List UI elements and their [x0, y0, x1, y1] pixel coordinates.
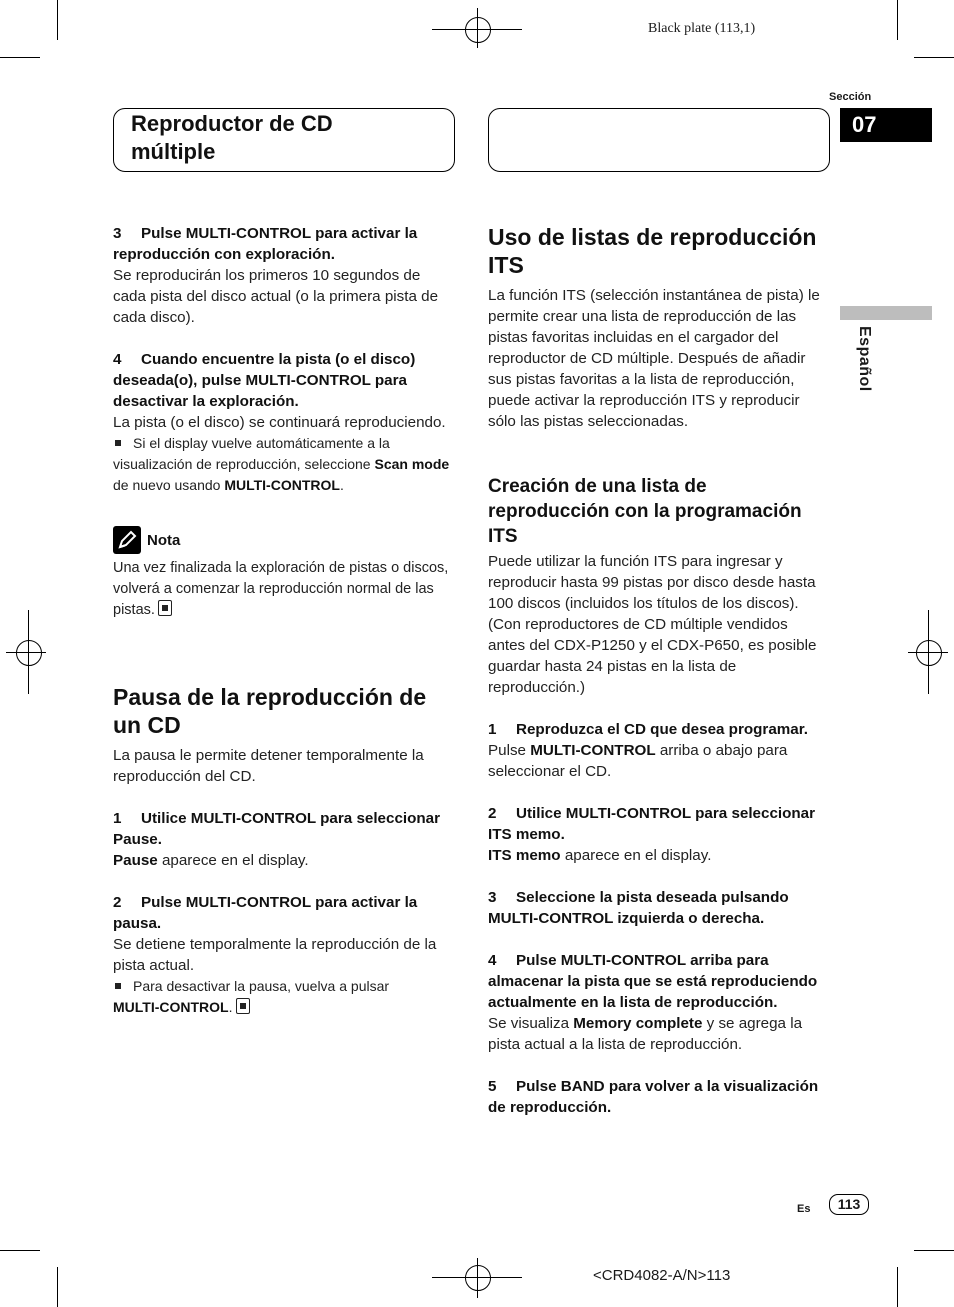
page-number: 113: [829, 1194, 869, 1215]
language-label: Español: [856, 326, 873, 392]
pause-step-2-title: 2 Pulse MULTI-CONTROL para activar la pausa.: [113, 894, 418, 932]
crop-mark: [0, 57, 40, 58]
pause-step-2-body: Se detiene temporalmente la reproducción de la pista actual.: [113, 936, 437, 974]
crop-mark: [914, 1250, 954, 1251]
step-4-title: 4 Cuando encuentre la pista (o el disco) deseada(o), pulse MULTI-CONTROL para desactivar la exploración.: [113, 351, 416, 410]
pause-heading: Pausa de la reproducción de un CD: [113, 684, 427, 738]
its-step-2-body: ITS memo aparece en el display.: [488, 847, 712, 864]
end-mark-icon: [158, 600, 172, 616]
its-step-5-title: 5 Pulse BAND para volver a la visualización de reproducción.: [488, 1078, 819, 1116]
crop-mark: [897, 1267, 898, 1307]
create-intro: Puede utilizar la función ITS para ingresar y reproducir hasta 99 pistas por disco desde hasta 100 discos (incluidos los títulos de los discos). (Con reproductores de CD múltiple vendidos antes del CDX-P1250 y el CDX-P650, es posible guardar hasta 24 pistas en la lista de reproducción.): [488, 553, 817, 696]
crop-mark: [57, 1267, 58, 1307]
bullet-icon: [115, 440, 121, 446]
left-column: [113, 223, 453, 1018]
registration-circle-icon: [465, 1265, 491, 1291]
plate-label: Black plate (113,1): [648, 21, 756, 36]
its-step-1-body: Pulse MULTI-CONTROL arriba o abajo para seleccionar el CD.: [488, 742, 788, 780]
pause-step-1-title: 1 Utilice MULTI-CONTROL para seleccionar Pause.: [113, 810, 441, 848]
pause-step-2-bullet: Para desactivar la pausa, vuelva a pulsar MULTI-CONTROL.: [113, 978, 390, 1015]
its-intro: La función ITS (selección instantánea de pista) le permite crear una lista de reproducción de las pistas favoritas incluidas en el cargador del reproductor de CD múltiple. Después de añadir sus pistas favoritas a la lista de reproducción, puede activar la reproducción ITS y reproducir sólo las pistas seleccionadas.: [488, 287, 820, 430]
pencil-note-icon: [113, 526, 141, 554]
its-step-4-title: 4 Pulse MULTI-CONTROL arriba para almacenar la pista que se está reproduciendo actualmente en la lista de reproducción.: [488, 952, 818, 1011]
step-3-title: 3 Pulse MULTI-CONTROL para activar la reproducción con exploración.: [113, 225, 418, 263]
step-3-body: Se reproducirán los primeros 10 segundos de cada pista del disco actual (o la primera pista de cada disco).: [113, 267, 439, 326]
pause-step-1-body: Pause aparece en el display.: [113, 852, 309, 869]
crop-mark: [0, 1250, 40, 1251]
section-label: Sección: [829, 91, 872, 103]
crop-mark: [897, 0, 898, 40]
bullet-icon: [115, 983, 121, 989]
section-number: 07: [840, 108, 932, 142]
step-4-bullet: Si el display vuelve automáticamente a la visualización de reproducción, seleccione Scan mode de nuevo usando MULTI-CONTROL.: [113, 435, 450, 493]
note-header: [113, 526, 453, 554]
its-step-4-body: Se visualiza Memory complete y se agrega la pista actual a la lista de reproducción.: [488, 1015, 803, 1053]
its-step-2-title: 2 Utilice MULTI-CONTROL para seleccionar ITS memo.: [488, 805, 816, 843]
language-tab: [840, 306, 932, 320]
its-step-3-title: 3 Seleccione la pista deseada pulsando MULTI-CONTROL izquierda o derecha.: [488, 889, 789, 927]
language-code: Es: [797, 1203, 811, 1215]
note-label: Nota: [147, 531, 181, 549]
right-column: [488, 223, 828, 1118]
its-heading: Uso de listas de reproducción ITS: [488, 224, 817, 278]
its-step-1-title: 1 Reproduzca el CD que desea programar.: [488, 721, 809, 738]
end-mark-icon: [236, 998, 250, 1014]
header-empty-box: [488, 108, 830, 172]
chapter-title: Reproductor de CD múltiple: [131, 111, 333, 164]
crop-mark: [914, 57, 954, 58]
registration-circle-icon: [16, 640, 42, 666]
document-code: <CRD4082-A/N>113: [593, 1267, 731, 1284]
pause-intro: La pausa le permite detener temporalmente la reproducción del CD.: [113, 747, 424, 785]
note-text: Una vez finalizada la exploración de pistas o discos, volverá a comenzar la reproducción normal de las pistas.: [113, 560, 449, 618]
step-4-body: La pista (o el disco) se continuará reproduciendo.: [113, 414, 446, 431]
crop-mark: [57, 0, 58, 40]
registration-circle-icon: [465, 17, 491, 43]
create-heading: Creación de una lista de reproducción con la programación ITS: [488, 476, 802, 547]
registration-circle-icon: [916, 640, 942, 666]
